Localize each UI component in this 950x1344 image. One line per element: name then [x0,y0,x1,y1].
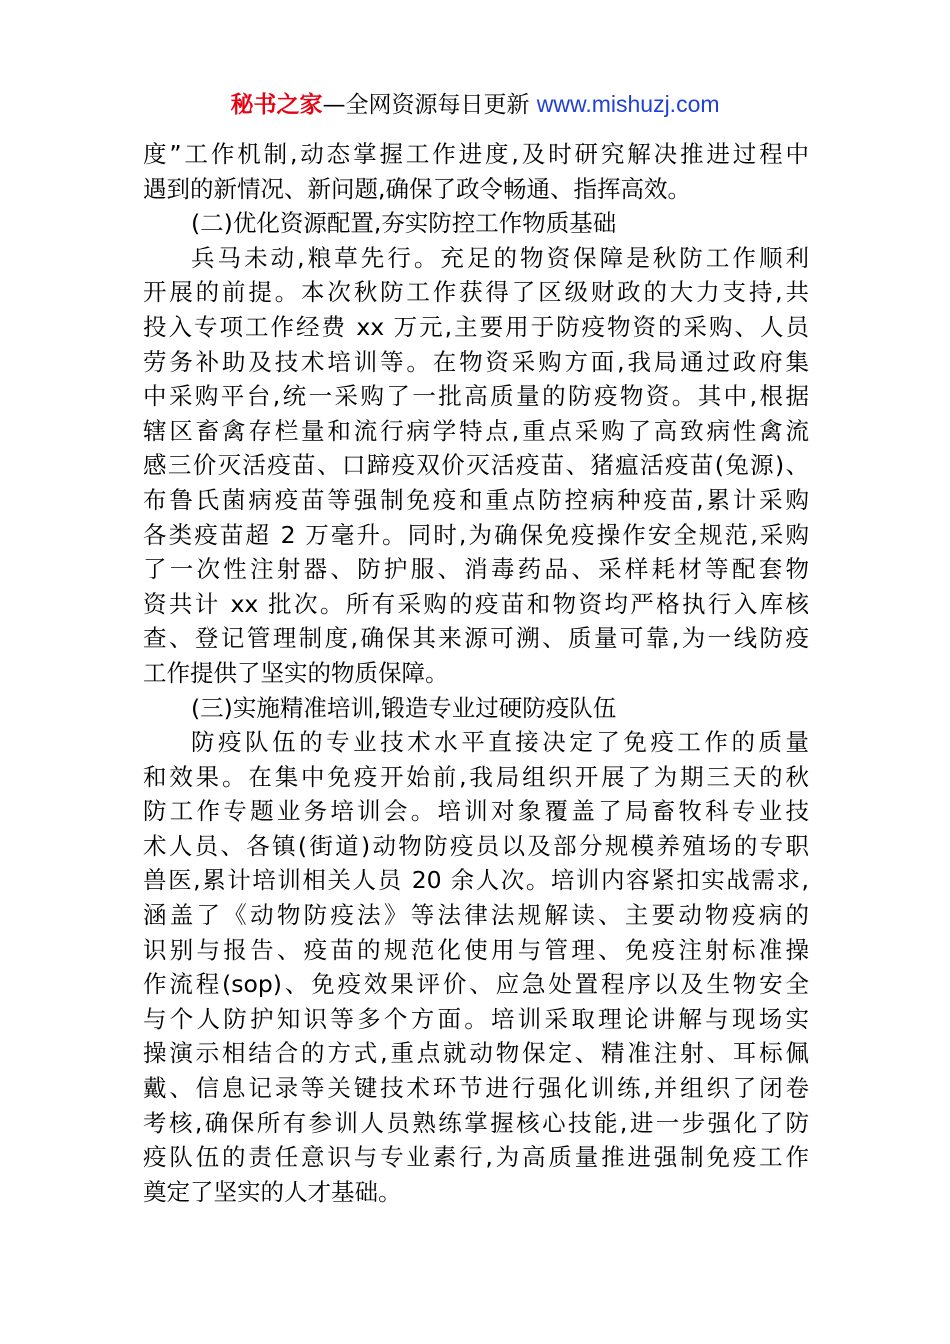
body-line: 了一次性注射器、防护服、消毒药品、采样耗材等配套物 [143,555,809,584]
body-line: 遇到的新情况、新问题,确保了政令畅通、指挥高效。 [143,174,691,203]
body-line: 与个人防护知识等多个方面。培训采取理论讲解与现场实 [143,1004,809,1033]
body-line: 辖区畜禽存栏量和流行病学特点,重点采购了高致病性禽流 [143,416,809,445]
body-line: 涵盖了《动物防疫法》等法律法规解读、主要动物疫病的 [143,901,809,930]
body-line: 资共计 xx 批次。所有采购的疫苗和物资均严格执行入库核 [143,589,809,618]
body-line: 兽医,累计培训相关人员 20 余人次。培训内容紧扣实战需求, [143,866,809,895]
body-line: 防工作专题业务培训会。培训对象覆盖了局畜牧科专业技 [143,797,809,826]
body-line: 防疫队伍的专业技术水平直接决定了免疫工作的质量 [191,728,809,757]
body-line: 中采购平台,统一采购了一批高质量的防疫物资。其中,根据 [143,382,809,411]
body-line: 操演示相结合的方式,重点就动物保定、精准注射、耳标佩 [143,1039,809,1068]
body-line: 兵马未动,粮草先行。充足的物资保障是秋防工作顺利 [191,243,809,272]
section-heading: (二)优化资源配置,夯实防控工作物质基础 [191,209,617,238]
body-line: 戴、信息记录等关键技术环节进行强化训练,并组织了闭卷 [143,1074,809,1103]
body-line: 查、登记管理制度,确保其来源可溯、质量可靠,为一线防疫 [143,624,809,653]
site-tagline: 全网资源每日更新 [345,92,530,118]
body-line: 工作提供了坚实的物质保障。 [143,658,449,687]
body-line: 感三价灭活疫苗、口蹄疫双价灭活疫苗、猪瘟活疫苗(兔源)、 [143,451,809,480]
body-line: 识别与报告、疫苗的规范化使用与管理、免疫注射标准操 [143,935,809,964]
site-header [0,88,950,121]
body-line: 各类疫苗超 2 万毫升。同时,为确保免疫操作安全规范,采购 [143,520,809,549]
body-line: 度”工作机制,动态掌握工作进度,及时研究解决推进过程中 [143,140,809,168]
section-heading: (三)实施精准培训,锻造专业过硬防疫队伍 [191,693,617,722]
body-line: 开展的前提。本次秋防工作获得了区级财政的大力支持,共 [143,278,809,307]
body-line: 和效果。在集中免疫开始前,我局组织开展了为期三天的秋 [143,762,809,791]
body-line: 考核,确保所有参训人员熟练掌握核心技能,进一步强化了防 [143,1108,809,1137]
site-url-link[interactable]: www.mishuzj.com [536,91,720,117]
body-line: 劳务补助及技术培训等。在物资采购方面,我局通过政府集 [143,347,809,376]
body-line: 布鲁氏菌病疫苗等强制免疫和重点防控病种疫苗,累计采购 [143,485,809,514]
body-line: 投入专项工作经费 xx 万元,主要用于防疫物资的采购、人员 [143,312,809,341]
body-line: 疫队伍的责任意识与专业素行,为高质量推进强制免疫工作 [143,1143,809,1172]
header-dash: — [322,92,346,118]
body-line: 术人员、各镇(街道)动物防疫员以及部分规模养殖场的专职 [143,831,809,860]
body-line: 作流程(sop)、免疫效果评价、应急处置程序以及生物安全 [143,970,809,999]
document-body [143,137,809,1209]
body-line: 奠定了坚实的人才基础。 [143,1177,402,1206]
site-brand: 秘书之家 [230,92,323,118]
